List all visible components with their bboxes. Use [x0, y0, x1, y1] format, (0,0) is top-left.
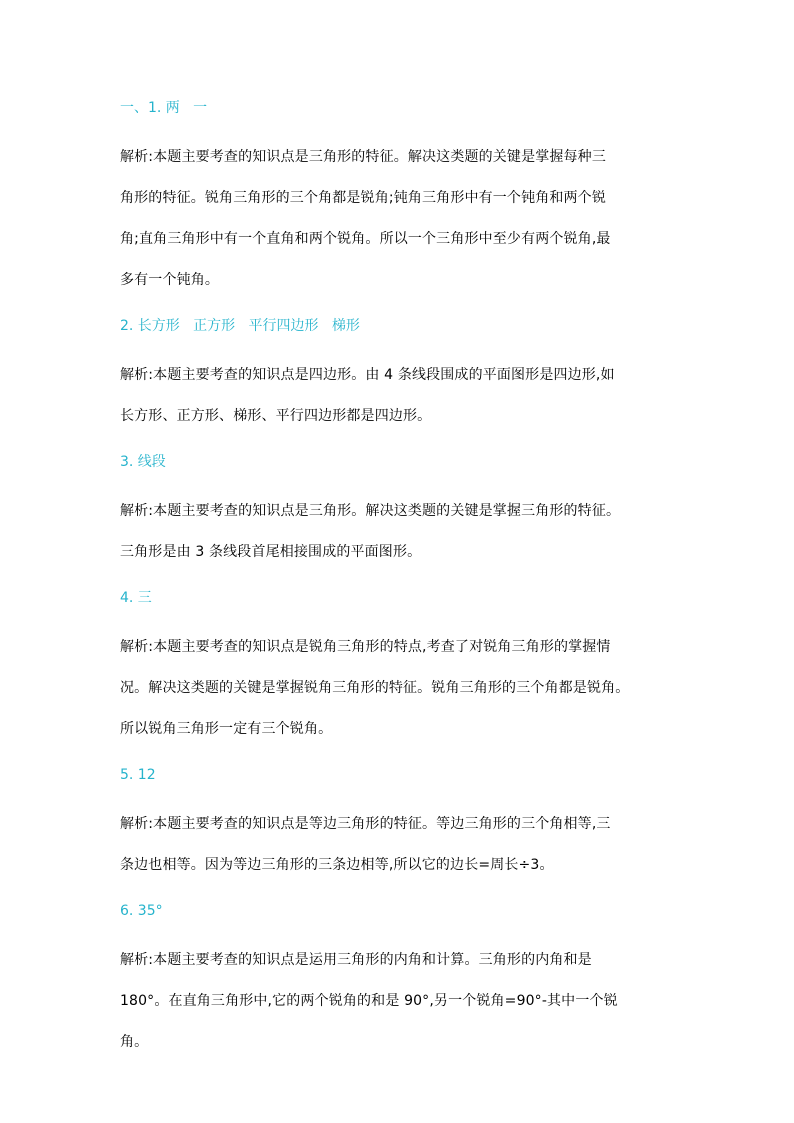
analysis-4 [120, 627, 695, 750]
analysis-line: 180°。在直角三角形中,它的两个锐角的和是 90°,另一个锐角=90°-其中一个锐 [120, 993, 618, 1009]
analysis-line: 所以锐角三角形一定有三个锐角。 [120, 721, 333, 737]
analysis-line: 角。 [120, 1034, 149, 1050]
analysis-1 [120, 137, 695, 301]
analysis-5 [120, 804, 695, 886]
analysis-line: 解析:本题主要考查的知识点是三角形的特征。解决这类题的关键是掌握每种三 [120, 149, 606, 165]
analysis-line: 解析:本题主要考查的知识点是运用三角形的内角和计算。三角形的内角和是 [120, 952, 592, 968]
analysis-6 [120, 940, 695, 1063]
analysis-3 [120, 491, 695, 573]
answer-1: 一、1. 两 一 [120, 100, 208, 116]
analysis-line: 况。解决这类题的关键是掌握锐角三角形的特征。锐角三角形的三个角都是锐角。 [120, 680, 630, 696]
answer-5: 5. 12 [120, 767, 156, 783]
analysis-line: 角;直角三角形中有一个直角和两个锐角。所以一个三角形中至少有两个锐角,最 [120, 231, 611, 247]
answer-6: 6. 35° [120, 903, 163, 919]
analysis-line: 解析:本题主要考查的知识点是四边形。由 4 条线段围成的平面图形是四边形,如 [120, 367, 615, 383]
answer-sheet [120, 98, 695, 1063]
analysis-line: 条边也相等。因为等边三角形的三条边相等,所以它的边长=周长÷3。 [120, 857, 554, 873]
analysis-line: 角形的特征。锐角三角形的三个角都是锐角;钝角三角形中有一个钝角和两个锐 [120, 190, 606, 206]
analysis-line: 多有一个钝角。 [120, 272, 220, 288]
analysis-line: 长方形、正方形、梯形、平行四边形都是四边形。 [120, 408, 432, 424]
analysis-line: 解析:本题主要考查的知识点是等边三角形的特征。等边三角形的三个角相等,三 [120, 816, 611, 832]
analysis-2 [120, 355, 695, 437]
analysis-line: 三角形是由 3 条线段首尾相接围成的平面图形。 [120, 544, 422, 560]
analysis-line: 解析:本题主要考查的知识点是三角形。解决这类题的关键是掌握三角形的特征。 [120, 503, 621, 519]
answer-4: 4. 三 [120, 590, 152, 606]
answer-3: 3. 线段 [120, 454, 166, 470]
answer-2: 2. 长方形 正方形 平行四边形 梯形 [120, 318, 360, 334]
analysis-line: 解析:本题主要考查的知识点是锐角三角形的特点,考查了对锐角三角形的掌握情 [120, 639, 611, 655]
